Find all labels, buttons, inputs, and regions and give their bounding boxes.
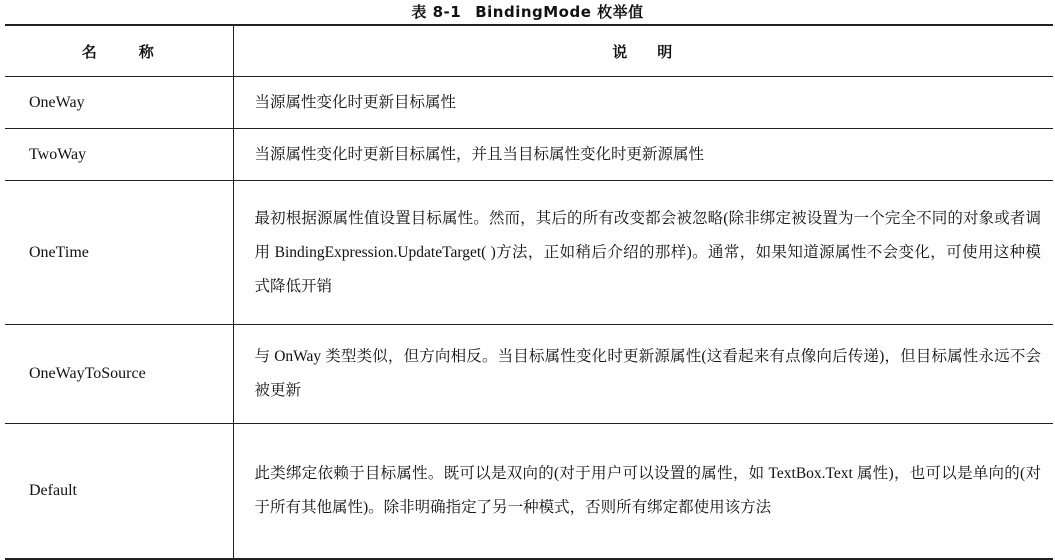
- row-name-cell: TwoWay: [5, 129, 233, 181]
- column-header-name: 名 称: [5, 25, 233, 77]
- row-name-cell: Default: [5, 424, 233, 560]
- binding-mode-table: [5, 24, 1053, 560]
- row-name-cell: OneWay: [5, 77, 233, 129]
- column-header-description: 说 明: [233, 25, 1053, 77]
- row-name-cell: OneTime: [5, 181, 233, 325]
- table-row: [5, 77, 1053, 129]
- table-caption-title: BindingMode 枚举值: [475, 3, 644, 21]
- table-header-row: [5, 25, 1053, 77]
- row-description-cell: 当源属性变化时更新目标属性，并且当目标属性变化时更新源属性: [233, 129, 1053, 181]
- row-description-cell: 此类绑定依赖于目标属性。既可以是双向的(对于用户可以设置的属性，如 TextBox.Text 属性)，也可以是单向的(对于所有其他属性)。除非明确指定了另一种模式，否则所有绑定都使用该方法: [233, 424, 1053, 560]
- row-description-cell: 最初根据源属性值设置目标属性。然而，其后的所有改变都会被忽略(除非绑定被设置为一个完全不同的对象或者调用 BindingExpression.UpdateTarget( )方法，正如稍后介绍的那样)。通常，如果知道源属性不会变化，可使用这种模式降低开销: [233, 181, 1053, 325]
- row-description-cell: 当源属性变化时更新目标属性: [233, 77, 1053, 129]
- row-description-cell: 与 OnWay 类型类似，但方向相反。当目标属性变化时更新源属性(这看起来有点像向后传递)，但目标属性永远不会被更新: [233, 325, 1053, 424]
- table-row: [5, 129, 1053, 181]
- table-row: [5, 181, 1053, 325]
- table-row: [5, 325, 1053, 424]
- table-caption-label: 表 8-1: [411, 3, 462, 21]
- table-row: [5, 424, 1053, 560]
- table-caption: [0, 2, 1055, 22]
- row-name-cell: OneWayToSource: [5, 325, 233, 424]
